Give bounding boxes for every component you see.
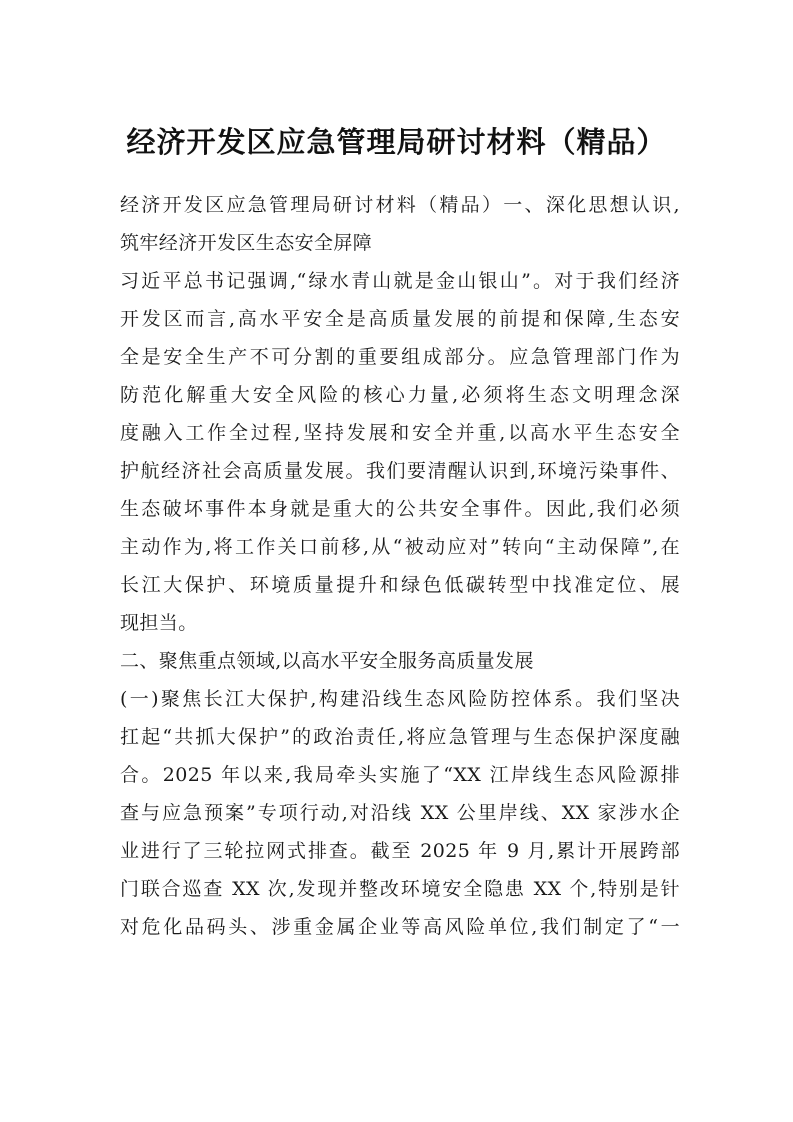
text-line: (一)聚焦长江大保护,构建沿线生态风险防控体系。我们坚决 <box>120 688 680 710</box>
text-line: 习近平总书记强调,“绿水青山就是金山银山”。对于我们经济 <box>120 270 680 292</box>
document-title: 经济开发区应急管理局研讨材料（精品） <box>126 125 667 159</box>
document-body <box>120 186 680 946</box>
text-line: 扛起“共抓大保护”的政治责任,将应急管理与生态保护深度融 <box>120 726 680 748</box>
text-line: 现担当。 <box>120 612 198 634</box>
text-line: 门联合巡查 XX 次,发现并整改环境安全隐患 XX 个,特别是针 <box>120 878 680 900</box>
text-line: 开发区而言,高水平安全是高质量发展的前提和保障,生态安 <box>120 308 680 330</box>
text-line: 度融入工作全过程,坚持发展和安全并重,以高水平生态安全 <box>120 422 680 444</box>
paragraph-intro <box>120 186 680 262</box>
paragraph-section-one <box>120 680 680 946</box>
text-line: 生态破坏事件本身就是重大的公共安全事件。因此,我们必须 <box>120 498 680 520</box>
text-line: 对危化品码头、涉重金属企业等高风险单位,我们制定了“一 <box>120 916 680 938</box>
text-line: 业进行了三轮拉网式排查。截至 2025 年 9 月,累计开展跨部 <box>120 840 680 862</box>
text-line: 护航经济社会高质量发展。我们要清醒认识到,环境污染事件、 <box>120 460 680 482</box>
text-line: 查与应急预案”专项行动,对沿线 XX 公里岸线、XX 家涉水企 <box>120 802 680 824</box>
text-line: 筑牢经济开发区生态安全屏障 <box>120 232 373 254</box>
section-heading <box>120 642 680 680</box>
text-line: 全是安全生产不可分割的重要组成部分。应急管理部门作为 <box>120 346 680 368</box>
text-line: 经济开发区应急管理局研讨材料（精品）一、深化思想认识, <box>120 194 680 216</box>
text-line: 长江大保护、环境质量提升和绿色低碳转型中找准定位、展 <box>120 574 680 596</box>
text-line: 合。2025 年以来,我局牵头实施了“XX 江岸线生态风险源排 <box>120 764 680 786</box>
text-line: 主动作为,将工作关口前移,从“被动应对”转向“主动保障”,在 <box>120 536 680 558</box>
heading-line: 二、聚焦重点领域,以高水平安全服务高质量发展 <box>120 650 534 672</box>
paragraph-main <box>120 262 680 642</box>
text-line: 防范化解重大安全风险的核心力量,必须将生态文明理念深 <box>120 384 680 406</box>
